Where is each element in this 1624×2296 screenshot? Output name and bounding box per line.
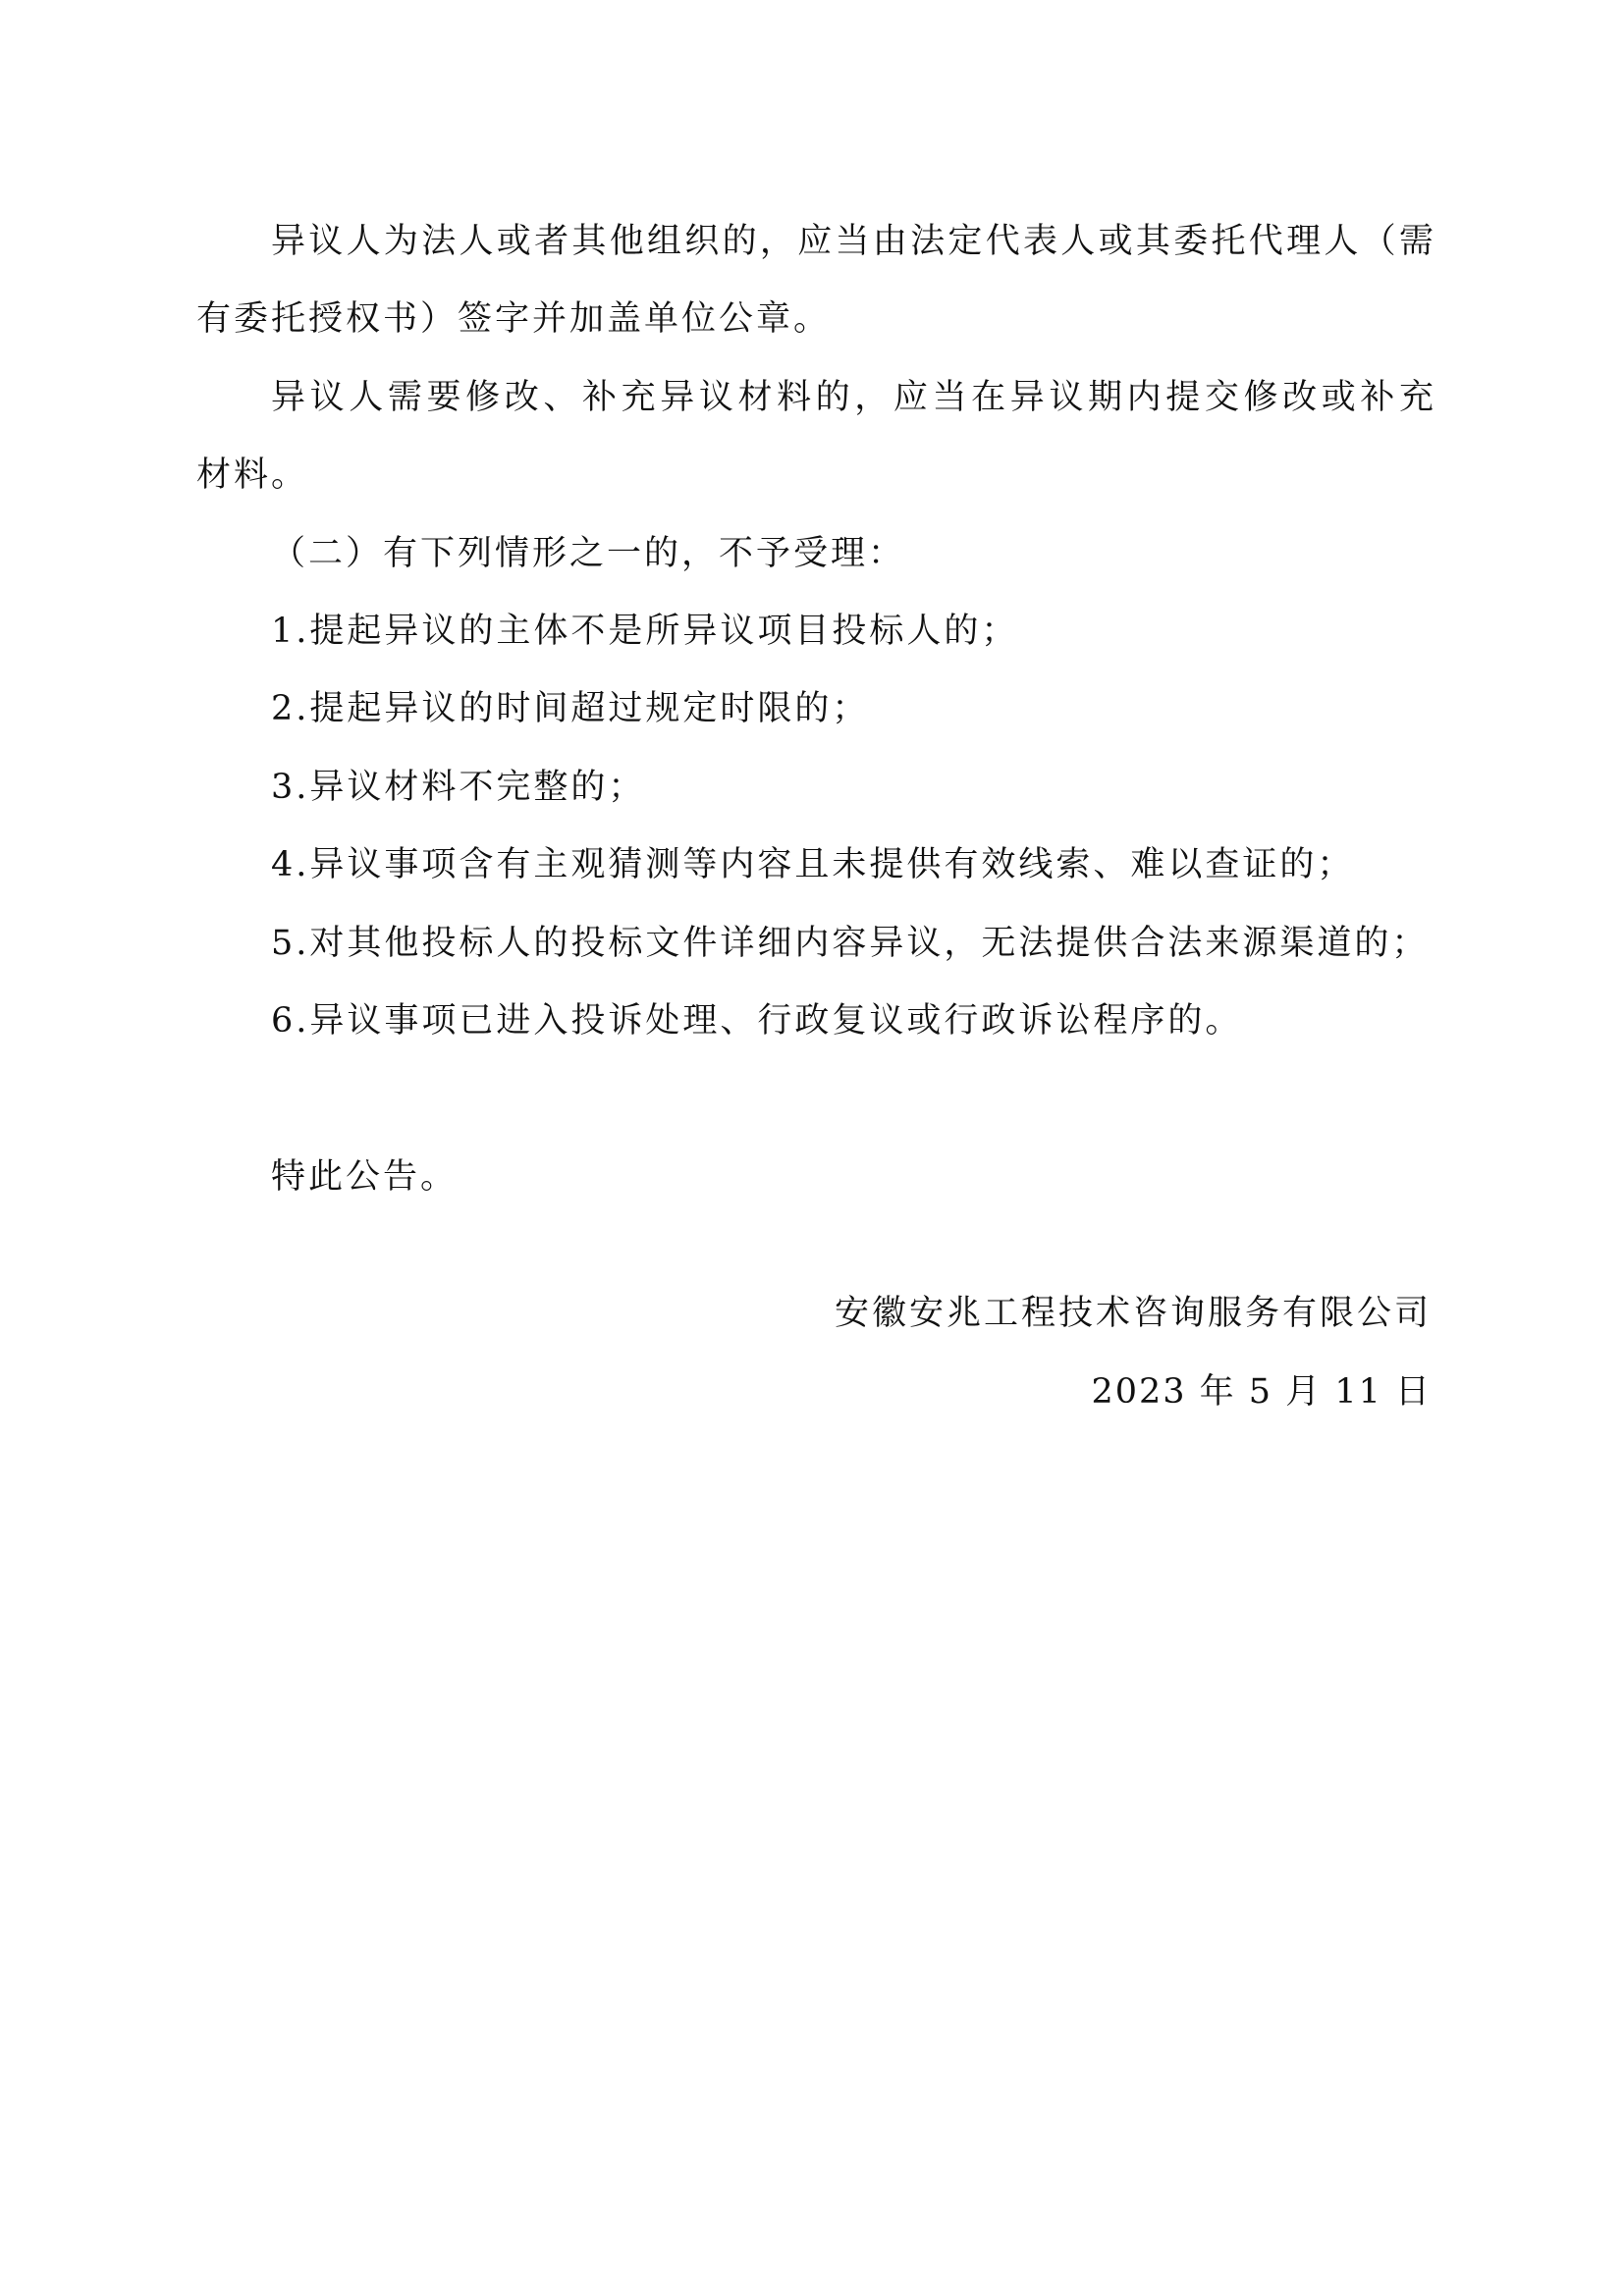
list-item: 4.异议事项含有主观猜测等内容且未提供有效线索、难以查证的； bbox=[271, 845, 1355, 884]
list-item: 3.异议材料不完整的； bbox=[271, 768, 646, 807]
signature-date: 2023 年 5 月 11 日 bbox=[1091, 1372, 1432, 1412]
list-item: 1.提起异议的主体不是所异议项目投标人的； bbox=[271, 612, 1019, 651]
signature-company: 安徽安兆工程技术咨询服务有限公司 bbox=[834, 1294, 1432, 1333]
closing-statement: 特此公告。 bbox=[271, 1157, 459, 1197]
section-heading-not-accepted: （二）有下列情形之一的，不予受理： bbox=[271, 534, 906, 573]
paragraph-modify-materials-line-2: 材料。 bbox=[196, 455, 309, 495]
list-item: 6.异议事项已进入投诉处理、行政复议或行政诉讼程序的。 bbox=[271, 1001, 1243, 1041]
list-item: 2.提起异议的时间超过规定时限的； bbox=[271, 689, 870, 728]
list-item: 5.对其他投标人的投标文件详细内容异议，无法提供合法来源渠道的； bbox=[271, 924, 1430, 963]
paragraph-objector-legal-person-line-2: 有委托授权书）签字并加盖单位公章。 bbox=[196, 299, 832, 339]
paragraph-modify-materials-line-1: 异议人需要修改、补充异议材料的，应当在异议期内提交修改或补充 bbox=[271, 378, 1434, 417]
paragraph-objector-legal-person-line-1: 异议人为法人或者其他组织的，应当由法定代表人或其委托代理人（需 bbox=[271, 222, 1434, 261]
